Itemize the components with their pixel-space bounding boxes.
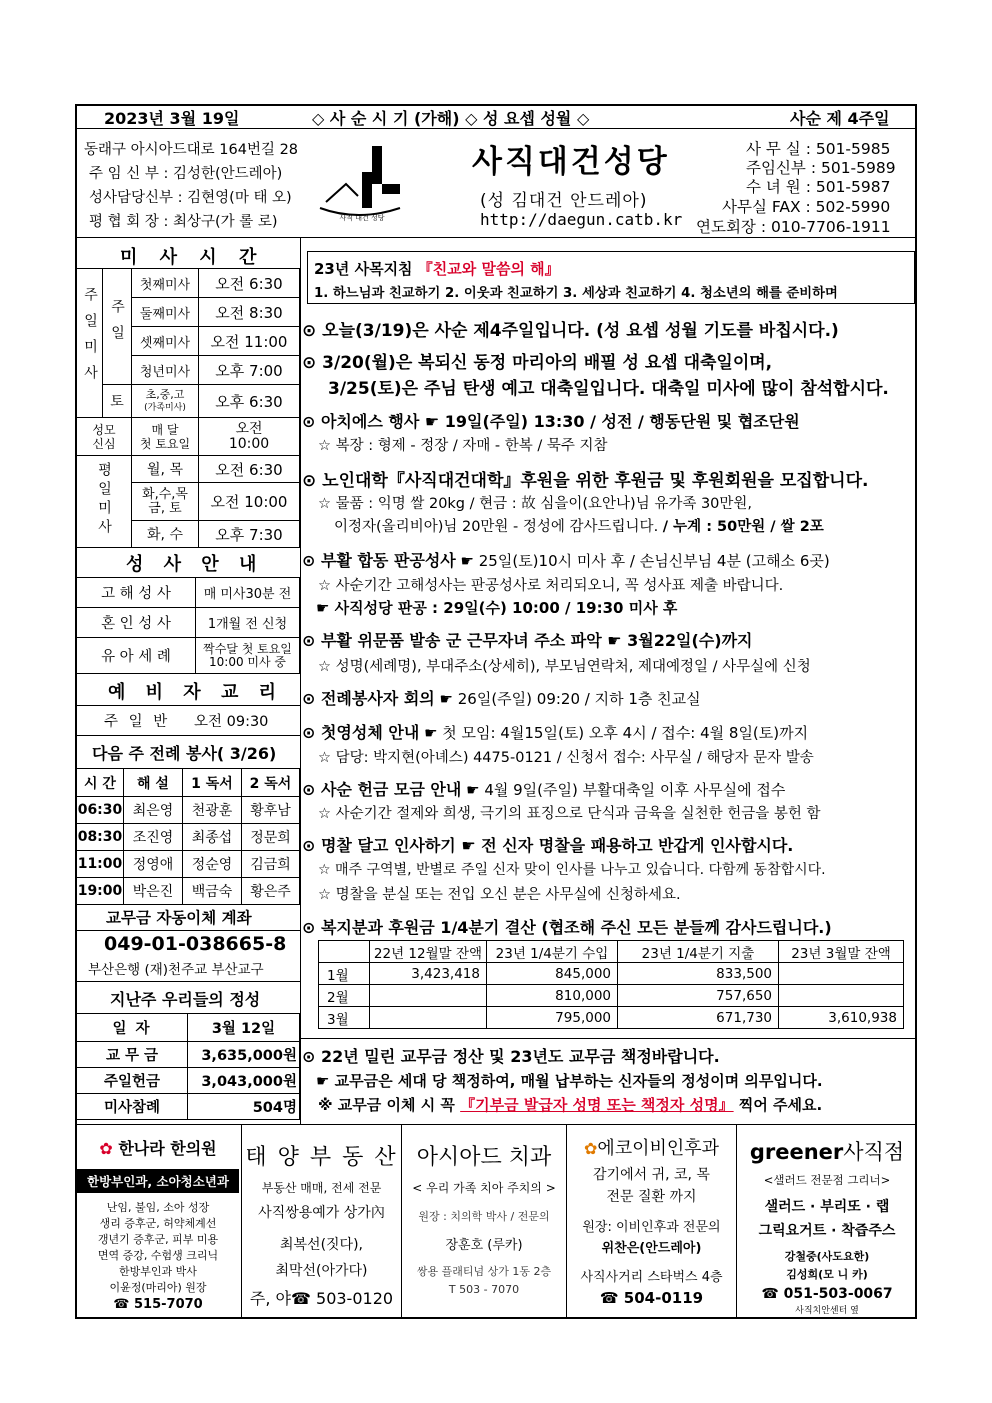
- sacrament-value: 1개월 전 신청: [196, 608, 300, 638]
- offering-value: 3,635,000원: [188, 1042, 300, 1068]
- liturgy-time: 19:00: [77, 878, 124, 905]
- offering-value: 504명: [188, 1094, 300, 1120]
- welfare-cell: 845,000: [487, 963, 618, 985]
- liturgy-cell: 황후남: [242, 797, 300, 824]
- sat-label: 토: [103, 385, 132, 418]
- ad-phone: ☎ 515-7070: [113, 1297, 203, 1312]
- parish-patron: (성 김대건 안드레아): [480, 191, 648, 211]
- ad-line: 사직치안센터 옆: [795, 1306, 859, 1316]
- weekday-time: 오전 10:00: [199, 483, 300, 521]
- ad-line: 면역 증강, 수험생 크리닉: [97, 1249, 219, 1262]
- phone-funeral: 연도회장 : 010-7706-1911: [696, 218, 891, 236]
- welfare-header: 22년 12월말 잔액: [370, 941, 487, 963]
- mass-schedule-table: [76, 268, 300, 548]
- offering-label: 미사참례: [77, 1094, 188, 1120]
- catechumen-label: 주 일 반: [104, 714, 171, 730]
- parish-url[interactable]: http://daegun.catb.kr: [480, 210, 683, 229]
- ad-eco-name-row: ✿에코이비인후과: [583, 1138, 720, 1159]
- weekday-days: 화,수,목 금, 토: [132, 483, 199, 521]
- notice-feast-2: 3/25(토)은 주님 탄생 예고 대축일입니다. 대축일 미사에 많이 참석합시다.: [328, 379, 889, 399]
- parish-pastor: 주 임 신 부 : 김성한(안드레아): [89, 166, 283, 182]
- liturgy-cell: 천광훈: [183, 797, 242, 824]
- offering-table: [76, 1013, 300, 1120]
- account-divider: [75, 930, 300, 931]
- church-logo-icon: [318, 140, 410, 226]
- notice-confession-note: ☆ 사순기간 고해성사는 판공성사로 처리되오니, 꼭 성사표 제출 바랍니다.: [318, 578, 784, 594]
- eco-logo-icon: ✿: [583, 1139, 598, 1158]
- notice-welfare: ⊙ 복지분과 후원금 1/4분기 결산 (협조해 주신 모든 분들께 감사드립니다.): [302, 918, 832, 937]
- parish-address: 동래구 아시아드대로 164번길 28: [84, 142, 299, 158]
- welfare-header: [319, 941, 370, 963]
- liturgy-cell: 최종섭: [183, 824, 242, 851]
- liturgy-cell: 김금희: [242, 851, 300, 878]
- ad-line: 최막선(아가다): [275, 1263, 368, 1279]
- welfare-table: [318, 940, 904, 1029]
- sacrament-title: 성 사 안 내: [126, 554, 264, 575]
- account-title: 교무금 자동이체 계좌: [106, 909, 252, 927]
- ad-line: 한방부인과 박사: [119, 1265, 197, 1278]
- dues-divider: [300, 1038, 917, 1039]
- notice-nametag-note1: ☆ 매주 구역별, 반별로 주일 신자 맞이 인사를 나누고 있습니다. 다함께 동참합시다.: [318, 862, 826, 878]
- ad-hannara-band: 한방부인과, 소아청소년과: [77, 1169, 239, 1193]
- ad-line: 쌍용 플래티넘 상가 1동 2층: [416, 1265, 552, 1278]
- welfare-cell: 810,000: [487, 985, 618, 1007]
- mass-name: 둘째미사: [132, 298, 199, 327]
- ad-line: 생리 증후군, 허약체계선: [99, 1217, 217, 1230]
- offering-label: 교 무 금: [77, 1042, 188, 1068]
- ad-phone: 주, 야☎ 503-0120: [249, 1289, 394, 1308]
- notice-first-communion: ⊙ 첫영성체 안내 ☛ 첫 모임: 4월15일(토) 오후 4시 / 접수: 4월 8일(토)까지: [302, 723, 809, 742]
- ad-greener-name-row: greener사직점: [749, 1140, 905, 1164]
- parish-assistant: 성사담당신부 : 김현영(마 태 오): [89, 190, 292, 206]
- offering-top: [75, 981, 300, 982]
- welfare-cell: 3,423,418: [370, 963, 487, 985]
- catechumen-time: 오전 09:30: [194, 714, 269, 730]
- offering-date-label: 일 자: [77, 1014, 188, 1042]
- ad-line: 전문 질환 까지: [606, 1189, 697, 1205]
- info-divider: [75, 237, 917, 238]
- ad-line: 위찬은(안드레아): [601, 1241, 702, 1256]
- header-season: ◇ 사 순 시 기 (가해) ◇ 성 요셉 성월 ◇: [312, 109, 590, 128]
- notice-first-communion-contact: ☆ 담당: 박지현(아녜스) 4475-0121 / 신청서 접수: 사무실 / 해당자 문자 발송: [318, 750, 814, 766]
- ad-hannara: [75, 1124, 241, 1319]
- ad-phone: ☎ 051-503-0067: [761, 1286, 893, 1302]
- notice-donation-2: 이정자(올리비아)님 20만원 - 정성에 감사드립니다. / 누계 : 50만원 / 쌀 2포: [334, 519, 824, 535]
- ad-line: 사직쌍용예가 상가內: [258, 1205, 385, 1221]
- liturgy-cell: 정영애: [124, 851, 183, 878]
- offering-value: 3,043,000원: [188, 1068, 300, 1094]
- liturgy-time: 11:00: [77, 851, 124, 878]
- welfare-month: 1월: [319, 963, 370, 985]
- welfare-cell: 671,730: [618, 1007, 779, 1029]
- header-date: 2023년 3월 19일: [104, 109, 240, 128]
- guideline-line: [314, 258, 560, 279]
- notice-dues-transfer: ※ 교무금 이체 시 꼭 『기부금 발급자 성명 또는 책정자 성명』 찍어 주세요.: [318, 1096, 823, 1114]
- liturgy-header: 1 독서: [183, 769, 242, 797]
- notice-dues: ⊙ 22년 밀린 교무금 정산 및 23년도 교무금 책정바랍니다.: [302, 1047, 720, 1066]
- ad-line: 장훈호 (루카): [445, 1238, 523, 1253]
- sacred-heart-time: 오전 10:00: [199, 418, 300, 456]
- logo-text: 사직 대건 성당: [339, 214, 385, 222]
- mass-name: 초,중,고 (가족미사): [132, 385, 199, 418]
- phone-fax: 사무실 FAX : 502-5990: [722, 198, 891, 216]
- mass-time: 오전 8:30: [199, 298, 300, 327]
- sacrament-value: 매 미사30분 전: [196, 578, 300, 608]
- welfare-cell: 3,610,938: [779, 1007, 904, 1029]
- account-number: 049-01-038665-8: [104, 933, 287, 955]
- ad-line: T 503 - 7070: [448, 1283, 520, 1296]
- ad-line: 최복선(짓다),: [280, 1237, 363, 1253]
- sacrament-table: [76, 577, 300, 674]
- mass-title: 미 사 시 간: [120, 247, 265, 268]
- notice-acies-dress: ☆ 복장 : 형제 - 정장 / 자매 - 한복 / 묵주 지참: [318, 438, 608, 454]
- welfare-cell: [370, 985, 487, 1007]
- welfare-cell: [779, 985, 904, 1007]
- ad-line: 그릭요거트 · 착즙주스: [758, 1223, 896, 1239]
- church-logo: [318, 140, 410, 226]
- welfare-header: 23년 1/4분기 지출: [618, 941, 779, 963]
- parish-name: 사직대건성당: [472, 144, 670, 180]
- welfare-cell: 795,000: [487, 1007, 618, 1029]
- ad-name: 아시아드 치과: [416, 1145, 552, 1170]
- ad-asiad-dental: [401, 1124, 566, 1319]
- ad-eco-ent: [566, 1124, 736, 1319]
- header-divider: [75, 128, 917, 129]
- ad-name: 태 양 부 동 산: [245, 1145, 398, 1170]
- welfare-cell: [370, 1007, 487, 1029]
- liturgy-cell: 정순영: [183, 851, 242, 878]
- notice-military-info: ☆ 성명(세례명), 부대주소(상세히), 부모님연락처, 제대예정일 / 사무실에 신청: [318, 659, 811, 675]
- sunday-mass-label: 주일미사: [77, 269, 103, 418]
- ad-line: <샐러드 전문점 그리너>: [763, 1173, 891, 1187]
- liturgy-time: 08:30: [77, 824, 124, 851]
- mass-name: 청년미사: [132, 356, 199, 385]
- ad-line: 부동산 매매, 전세 전문: [261, 1181, 382, 1195]
- catechumen-bottom: [75, 735, 300, 736]
- mass-name: 첫째미사: [132, 269, 199, 298]
- header-week: 사순 제 4주일: [790, 109, 890, 128]
- mass-name: 셋째미사: [132, 327, 199, 356]
- welfare-header: 23년 3월말 잔액: [779, 941, 904, 963]
- sacrament-name: 혼 인 성 사: [77, 608, 196, 638]
- ad-line: 원장: 이비인후과 전문의: [582, 1220, 721, 1235]
- liturgy-time: 06:30: [77, 797, 124, 824]
- weekday-time: 오후 7:30: [199, 521, 300, 548]
- catechumen-title: 예 비 자 교 리: [108, 682, 284, 703]
- ad-greener: [736, 1124, 917, 1319]
- weekday-mass-label: 평일미사: [77, 456, 132, 548]
- mass-time: 오전 6:30: [199, 269, 300, 298]
- notice-confession: ⊙ 부활 합동 판공성사 ☛ 25일(토)10시 미사 후 / 손님신부님 4분 (고해소 6곳): [302, 551, 830, 570]
- welfare-cell: [779, 963, 904, 985]
- notice-feast-1: ⊙ 3/20(월)은 복되신 동정 마리아의 배필 성 요셉 대축일이며,: [302, 353, 773, 373]
- weekday-time: 오전 6:30: [199, 456, 300, 483]
- notice-lent-offering-note: ☆ 사순기간 절제와 희생, 극기의 표징으로 단식과 금육을 실천한 헌금을 봉헌 함: [318, 806, 821, 822]
- ad-line: 원장 : 치의학 박사 / 전문의: [418, 1210, 550, 1223]
- liturgy-header: 시 간: [77, 769, 124, 797]
- notice-today: ⊙ 오늘(3/19)은 사순 제4주일입니다. (성 요셉 성월 기도를 바칩시다.): [302, 321, 839, 341]
- offering-date: 3월 12일: [188, 1014, 300, 1042]
- liturgy-cell: 박은진: [124, 878, 183, 905]
- notice-military: ⊙ 부활 위문품 발송 군 근무자녀 주소 파악 ☛ 3월22일(수)까지: [302, 631, 753, 650]
- liturgy-cell: 정문희: [242, 824, 300, 851]
- welfare-month: 3월: [319, 1007, 370, 1029]
- ad-line: 사직사거리 스타벅스 4층: [580, 1270, 723, 1285]
- flower-icon: ✿: [99, 1139, 113, 1158]
- offering-title: 지난주 우리들의 정성: [110, 990, 261, 1009]
- ad-line: 난임, 불임, 소아 성장: [106, 1201, 210, 1214]
- ad-line: 이윤정(마리아) 원장: [109, 1281, 207, 1294]
- guideline-prefix: 23년 사목지침: [314, 260, 413, 278]
- ad-line: < 우리 가족 치아 주치의 >: [412, 1181, 556, 1195]
- notice-lent-offering: ⊙ 사순 헌금 모금 안내 ☛ 4월 9일(주일) 부활대축일 이후 사무실에 접수: [302, 780, 786, 799]
- liturgy-cell: 조진영: [124, 824, 183, 851]
- welfare-cell: 833,500: [618, 963, 779, 985]
- mass-time: 오후 6:30: [199, 385, 300, 418]
- ad-taeyang: [241, 1124, 401, 1319]
- account-bank: 부산은행 (재)천주교 부산교구: [88, 962, 264, 978]
- ad-line: 갱년기 증후군, 피부 미용: [97, 1233, 219, 1246]
- parish-council: 평 협 회 장 : 최상구(가 롤 로): [89, 214, 278, 230]
- ad-line: 강철중(사도요한): [784, 1250, 870, 1263]
- notice-donation-1: ☆ 물품 : 익명 쌀 20kg / 현금 : 故 심을이(요안나)님 유가족 30만원,: [318, 496, 753, 512]
- phone-pastor: 주임신부 : 501-5989: [746, 159, 896, 177]
- ad-line: 샐러드 · 부리또 · 랩: [764, 1199, 890, 1215]
- sacred-heart-when: 매 달 첫 토요일: [132, 418, 199, 456]
- liturgy-cell: 백금숙: [183, 878, 242, 905]
- welfare-header: 23년 1/4분기 수입: [487, 941, 618, 963]
- ad-line: 김성희(모 니 카): [786, 1268, 868, 1281]
- notice-confession-sajik: ☛ 사직성당 판공 : 29일(수) 10:00 / 19:30 미사 후: [316, 599, 678, 617]
- notice-senior-college: ⊙ 노인대학『사직대건대학』후원을 위한 후원금 및 후원회원을 모집합니다.: [302, 471, 869, 491]
- phone-convent: 수 녀 원 : 501-5987: [746, 178, 891, 196]
- catechumen-divider: [75, 705, 300, 706]
- notice-nametag-note2: ☆ 명찰을 분실 또는 전입 오신 분은 사무실에 신청하세요.: [318, 887, 681, 903]
- notice-dues-note: ☛ 교무금은 세대 당 책정하여, 매월 납부하는 신자들의 정성이며 의무입니다.: [316, 1072, 823, 1090]
- sacred-heart-label: 성모 신심: [77, 418, 132, 456]
- weekday-days: 화, 수: [132, 521, 199, 548]
- sacrament-value: 짝수달 첫 토요일 10:00 미사 중: [196, 638, 300, 674]
- notice-liturgy-meeting: ⊙ 전례봉사자 회의 ☛ 26일(주일) 09:20 / 지하 1층 친교실: [302, 689, 701, 708]
- notice-acies: ⊙ 아치에스 행사 ☛ 19일(주일) 13:30 / 성전 / 행동단원 및 협조단원: [302, 412, 800, 431]
- guideline-title: 『친교와 말씀의 해』: [417, 260, 560, 278]
- notice-nametag: ⊙ 명찰 달고 인사하기 ☛ 전 신자 명찰을 패용하고 반갑게 인사합시다.: [302, 836, 794, 855]
- weekday-days: 월, 목: [132, 456, 199, 483]
- welfare-month: 2월: [319, 985, 370, 1007]
- liturgy-header: 2 독서: [242, 769, 300, 797]
- liturgy-cell: 최은영: [124, 797, 183, 824]
- offering-label: 주일헌금: [77, 1068, 188, 1094]
- sun-label: 주일: [103, 269, 132, 385]
- ad-hannara-name-row: ✿ 한나라 한의원: [99, 1139, 217, 1158]
- sacrament-name: 유 아 세 례: [77, 638, 196, 674]
- mass-time: 오전 11:00: [199, 327, 300, 356]
- phone-office: 사 무 실 : 501-5985: [746, 140, 891, 158]
- ad-phone: ☎ 504-0119: [599, 1289, 704, 1307]
- guideline-items: 1. 하느님과 친교하기 2. 이웃과 친교하기 3. 세상과 친교하기 4. 청소년의 해를 준비하며: [314, 286, 838, 301]
- liturgy-title: 다음 주 전례 봉사( 3/26): [92, 744, 277, 763]
- liturgy-cell: 황은주: [242, 878, 300, 905]
- ad-line: 감기에서 귀, 코, 목: [593, 1167, 710, 1183]
- mass-time: 오후 7:00: [199, 356, 300, 385]
- welfare-cell: 757,650: [618, 985, 779, 1007]
- sacrament-name: 고 해 성 사: [77, 578, 196, 608]
- left-column-divider: [300, 237, 301, 1124]
- liturgy-table: [76, 768, 300, 905]
- liturgy-header: 해 설: [124, 769, 183, 797]
